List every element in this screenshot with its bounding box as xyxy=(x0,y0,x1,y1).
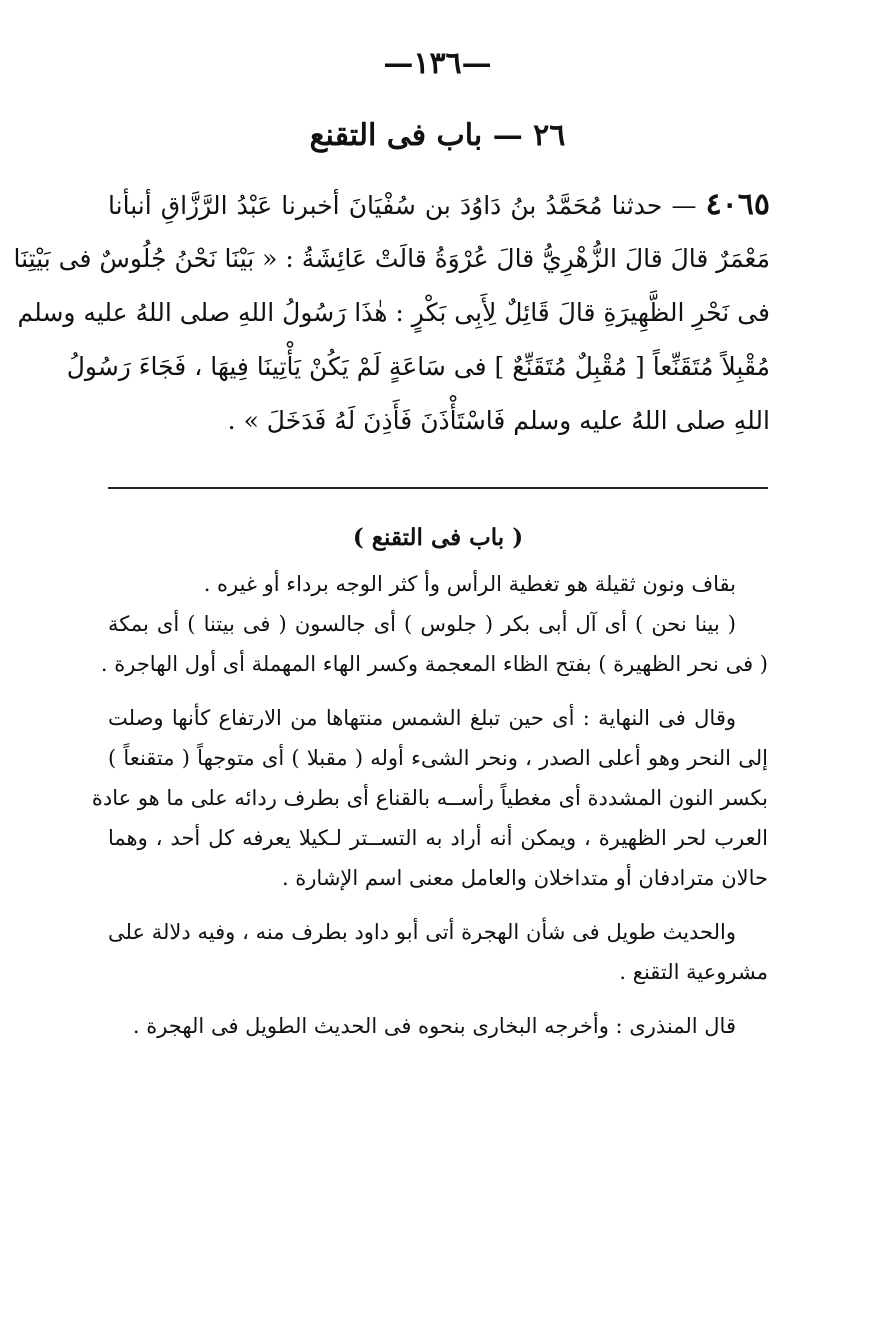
hadith-text xyxy=(13,178,771,448)
commentary-line: إلى النحر وهو أعلى الصدر ، ونحر الشىء أوله ( مقبلا ) أى متوجهاً ( متقنعاً ) xyxy=(108,746,768,770)
page-number: —١٣٦— xyxy=(383,46,492,81)
commentary-line: بقاف ونون ثقيلة هو تغطية الرأس وأ كثر الوجه برداء أو غيره . xyxy=(203,572,736,596)
commentary-line: ( فى نحر الظهيرة ) بفتح الظاء المعجمة وكسر الهاء المهملة أى أول الهاجرة . xyxy=(100,652,768,676)
hadith-line: فى نَحْرِ الظَّهِيرَةِ قالَ قَائِلٌ لِأَبِى بَكْرٍ : هٰذَا رَسُولُ اللهِ صلى اللهُ عليه وسلم xyxy=(17,298,770,327)
commentary-line: العرب لحر الظهيرة ، ويمكن أنه أراد به التســتر لـكيلا يعرفه كل أحد ، وهما xyxy=(108,826,768,850)
commentary xyxy=(91,512,768,1046)
commentary-line: قال المنذرى : وأخرجه البخارى بنحوه فى الحديث الطويل فى الهجرة . xyxy=(132,1014,736,1038)
commentary-line: مشروعية التقنع . xyxy=(619,960,768,984)
hadith-line: مُقْبِلاً مُتَقَنِّعاً [ مُقْبِلٌ مُتَقَنِّعٌ ] فى سَاعَةٍ لَمْ يَكُنْ يَأْتِينَا فِيهَا ، فَجَاءَ رَسُولُ xyxy=(66,352,770,381)
commentary-line: وقال فى النهاية : أى حين تبلغ الشمس منتهاها من الارتفاع كأنها وصلت xyxy=(108,706,736,730)
hadith-number: ٤٠٦٥ xyxy=(705,187,771,222)
commentary-line: حالان مترادفان أو متداخلان والعامل معنى اسم الإشارة . xyxy=(281,866,768,890)
hadith-line: اللهِ صلى اللهُ عليه وسلم فَاسْتَأْذَنَ فَأَذِنَ لَهُ فَدَخَلَ » . xyxy=(227,406,770,435)
commentary-heading: ( باب فى التقنع ) xyxy=(352,524,524,551)
paragraph-gap xyxy=(108,684,768,698)
hadith-line-text: — حدثنا مُحَمَّدُ بنُ دَاوُدَ بن سُفْيَانَ أخبرنا عَبْدُ الرَّزَّاقِ أنبأنا xyxy=(108,191,697,220)
section-divider xyxy=(108,487,768,489)
paragraph-gap xyxy=(108,898,768,912)
hadith-line xyxy=(108,178,770,232)
hadith-line: مَعْمَرٌ قالَ قالَ الزُّهْرِيُّ قالَ عُرْوَةُ قالَتْ عَائِشَةُ : « بَيْنَا نَحْنُ جُلُوسٌ فى بَيْتِنَا xyxy=(13,244,770,273)
paragraph-gap xyxy=(108,992,768,1006)
commentary-line: والحديث طويل فى شأن الهجرة أتى أبو داود بطرف منه ، وفيه دلالة على xyxy=(108,920,736,944)
chapter-title: ٢٦ — باب فى التقنع xyxy=(309,118,566,153)
commentary-line: بكسر النون المشددة أى مغطياً رأســه بالقناع أى بطرف ردائه على ما هو عادة xyxy=(91,786,768,810)
commentary-line: ( بينا نحن ) أى آل أبى بكر ( جلوس ) أى جالسون ( فى بيتنا ) أى بمكة xyxy=(108,612,736,636)
